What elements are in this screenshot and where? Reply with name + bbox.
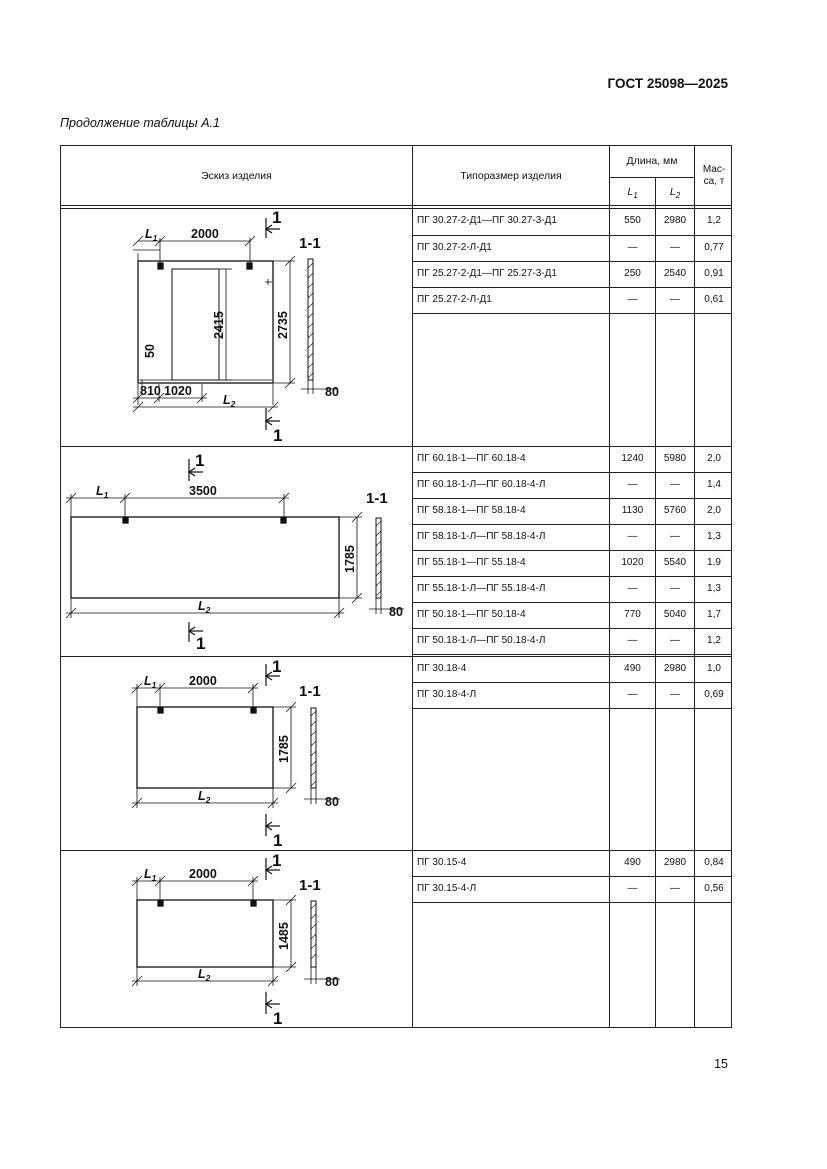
- row-divider: [412, 876, 731, 877]
- length-l2-cell: 2980: [663, 857, 687, 868]
- length-l2-cell: —: [670, 294, 680, 305]
- row-divider: [412, 902, 731, 903]
- mass-cell: 0,69: [704, 689, 724, 700]
- dim-l1: $L_1$: [144, 674, 157, 690]
- length-l2-cell: —: [670, 689, 680, 700]
- row-divider: [412, 602, 731, 603]
- length-l1-cell: 1020: [621, 557, 644, 568]
- row-divider: [412, 235, 731, 236]
- mass-cell: 1,2: [707, 635, 721, 646]
- dim-l2: $L_2$: [223, 393, 236, 409]
- product-type-cell: ПГ 30.15-4: [417, 857, 467, 868]
- product-type-cell: ПГ 30.18-4-Л: [417, 689, 477, 700]
- sketch-door-panel: [61, 208, 412, 446]
- mass-cell: 0,61: [704, 294, 724, 305]
- cut-mark-top: 1: [272, 851, 282, 870]
- length-l2-cell: —: [670, 242, 680, 253]
- row-divider: [412, 576, 731, 577]
- mass-cell: 1,7: [707, 609, 721, 620]
- length-l2-cell: 2540: [663, 268, 687, 279]
- standard-number: ГОСТ 25098—2025: [607, 76, 728, 91]
- length-l1-cell: —: [627, 242, 638, 253]
- product-type-cell: ПГ 58.18-1—ПГ 58.18-4: [417, 505, 526, 516]
- dim-thickness: 80: [325, 795, 339, 809]
- dim-l1: $L_1$: [144, 867, 157, 883]
- mass-cell: 0,77: [704, 242, 724, 253]
- cut-mark-top: 1: [272, 208, 282, 227]
- length-l2-cell: 5980: [663, 453, 687, 464]
- length-l1-cell: —: [627, 479, 638, 490]
- sketch-panel-3015: [61, 850, 412, 1028]
- section-label: 1-1: [366, 490, 388, 507]
- product-type-cell: ПГ 30.15-4-Л: [417, 883, 477, 894]
- header-l1: $L_1$: [627, 186, 638, 201]
- length-l1-cell: —: [627, 531, 638, 542]
- dim-l2: $L_2$: [198, 967, 211, 983]
- length-l1-cell: —: [627, 883, 638, 894]
- cut-mark-bottom: 1: [196, 634, 206, 653]
- col-divider: [412, 146, 413, 1027]
- length-l2-cell: —: [670, 531, 680, 542]
- header-length: Длина, мм: [626, 155, 678, 167]
- length-l1-cell: —: [627, 294, 638, 305]
- product-type-cell: ПГ 60.18-1-Л—ПГ 60.18-4-Л: [417, 479, 546, 490]
- dim-height: 2735: [276, 311, 290, 339]
- mass-cell: 1,4: [707, 479, 721, 490]
- mass-cell: 1,2: [707, 215, 721, 226]
- mass-cell: 0,84: [704, 857, 724, 868]
- product-type-cell: ПГ 50.18-1-Л—ПГ 50.18-4-Л: [417, 635, 546, 646]
- row-divider: [412, 708, 731, 709]
- header-sketch: Эскиз изделия: [201, 170, 272, 182]
- mass-cell: 1,3: [707, 583, 721, 594]
- sketch-long-panel: [61, 446, 412, 656]
- length-l2-cell: 2980: [663, 663, 687, 674]
- mass-cell: 1,0: [707, 663, 721, 674]
- dim-door-width: 1020: [164, 384, 192, 398]
- header-divider: [609, 177, 694, 178]
- table: [60, 145, 732, 1028]
- dim-height: 1785: [343, 545, 357, 573]
- dim-l2: $L_2$: [198, 599, 211, 615]
- length-l1-cell: 490: [624, 663, 641, 674]
- length-l1-cell: 770: [624, 609, 641, 620]
- product-type-cell: ПГ 55.18-1-Л—ПГ 55.18-4-Л: [417, 583, 546, 594]
- section-label: 1-1: [299, 877, 321, 894]
- mass-cell: 1,9: [707, 557, 721, 568]
- product-type-cell: ПГ 30.27-2-Д1—ПГ 30.27-3-Д1: [417, 215, 557, 226]
- length-l1-cell: —: [627, 583, 638, 594]
- cut-mark-top: 1: [195, 451, 205, 470]
- cut-mark-bottom: 1: [273, 426, 283, 445]
- product-type-cell: ПГ 50.18-1—ПГ 50.18-4: [417, 609, 526, 620]
- row-divider: [412, 498, 731, 499]
- table-caption: Продолжение таблицы А.1: [60, 116, 220, 130]
- length-l1-cell: —: [627, 635, 638, 646]
- row-divider: [412, 550, 731, 551]
- mass-cell: 2,0: [707, 505, 721, 516]
- length-l1-cell: —: [627, 689, 638, 700]
- mass-cell: 1,3: [707, 531, 721, 542]
- row-divider: [412, 628, 731, 629]
- row-divider: [412, 287, 731, 288]
- length-l2-cell: —: [670, 583, 680, 594]
- row-divider: [412, 524, 731, 525]
- dim-height: 1485: [277, 922, 291, 950]
- dim-top: 2000: [189, 674, 217, 688]
- header-type: Типоразмер изделия: [460, 170, 562, 182]
- length-l2-cell: —: [670, 479, 680, 490]
- row-divider: [412, 654, 731, 655]
- product-type-cell: ПГ 60.18-1—ПГ 60.18-4: [417, 453, 526, 464]
- length-l2-cell: 5760: [663, 505, 687, 516]
- cut-mark-bottom: 1: [273, 1009, 283, 1028]
- header-l2: $L_2$: [669, 186, 681, 201]
- length-l2-cell: —: [670, 883, 680, 894]
- row-divider: [412, 472, 731, 473]
- dim-top: 2000: [191, 227, 219, 241]
- length-l1-cell: 250: [624, 268, 641, 279]
- mass-cell: 0,56: [704, 883, 724, 894]
- length-l1-cell: 1240: [621, 453, 644, 464]
- product-type-cell: ПГ 58.18-1-Л—ПГ 58.18-4-Л: [417, 531, 546, 542]
- cut-mark-top: 1: [272, 657, 282, 676]
- length-l1-cell: 1130: [621, 505, 644, 516]
- dim-thickness: 80: [389, 605, 403, 619]
- row-divider: [412, 261, 731, 262]
- length-l2-cell: 2980: [663, 215, 687, 226]
- dim-top: 2000: [189, 867, 217, 881]
- product-type-cell: ПГ 30.27-2-Л-Д1: [417, 242, 492, 253]
- header-divider: [61, 205, 731, 206]
- dim-l1: $L_1$: [96, 484, 109, 500]
- dim-l2: $L_2$: [198, 789, 211, 805]
- dim-sill: 50: [143, 344, 157, 358]
- cut-mark-bottom: 1: [273, 831, 283, 850]
- dim-top: 3500: [189, 484, 217, 498]
- product-type-cell: ПГ 25.27-2-Л-Д1: [417, 294, 492, 305]
- dim-door-height: 2415: [212, 311, 226, 339]
- section-label: 1-1: [299, 683, 321, 700]
- dim-left: 810: [140, 384, 161, 398]
- mass-cell: 0,91: [704, 268, 724, 279]
- length-l2-cell: 5540: [663, 557, 687, 568]
- product-type-cell: ПГ 55.18-1—ПГ 55.18-4: [417, 557, 526, 568]
- product-type-cell: ПГ 30.18-4: [417, 663, 467, 674]
- row-divider: [412, 313, 731, 314]
- section-label: 1-1: [299, 235, 321, 252]
- sketch-panel-3018: [61, 656, 412, 850]
- length-l1-cell: 490: [624, 857, 641, 868]
- dim-thickness: 80: [325, 975, 339, 989]
- length-l1-cell: 550: [624, 215, 641, 226]
- header-mass: Мас-са, т: [702, 164, 726, 187]
- mass-cell: 2,0: [707, 453, 721, 464]
- dim-thickness: 80: [325, 385, 339, 399]
- product-type-cell: ПГ 25.27-2-Д1—ПГ 25.27-3-Д1: [417, 268, 557, 279]
- dim-l1: $L_1$: [145, 227, 158, 243]
- row-divider: [412, 682, 731, 683]
- length-l2-cell: —: [670, 635, 680, 646]
- length-l2-cell: 5040: [663, 609, 687, 620]
- dim-height: 1785: [277, 735, 291, 763]
- page-number: 15: [714, 1057, 728, 1071]
